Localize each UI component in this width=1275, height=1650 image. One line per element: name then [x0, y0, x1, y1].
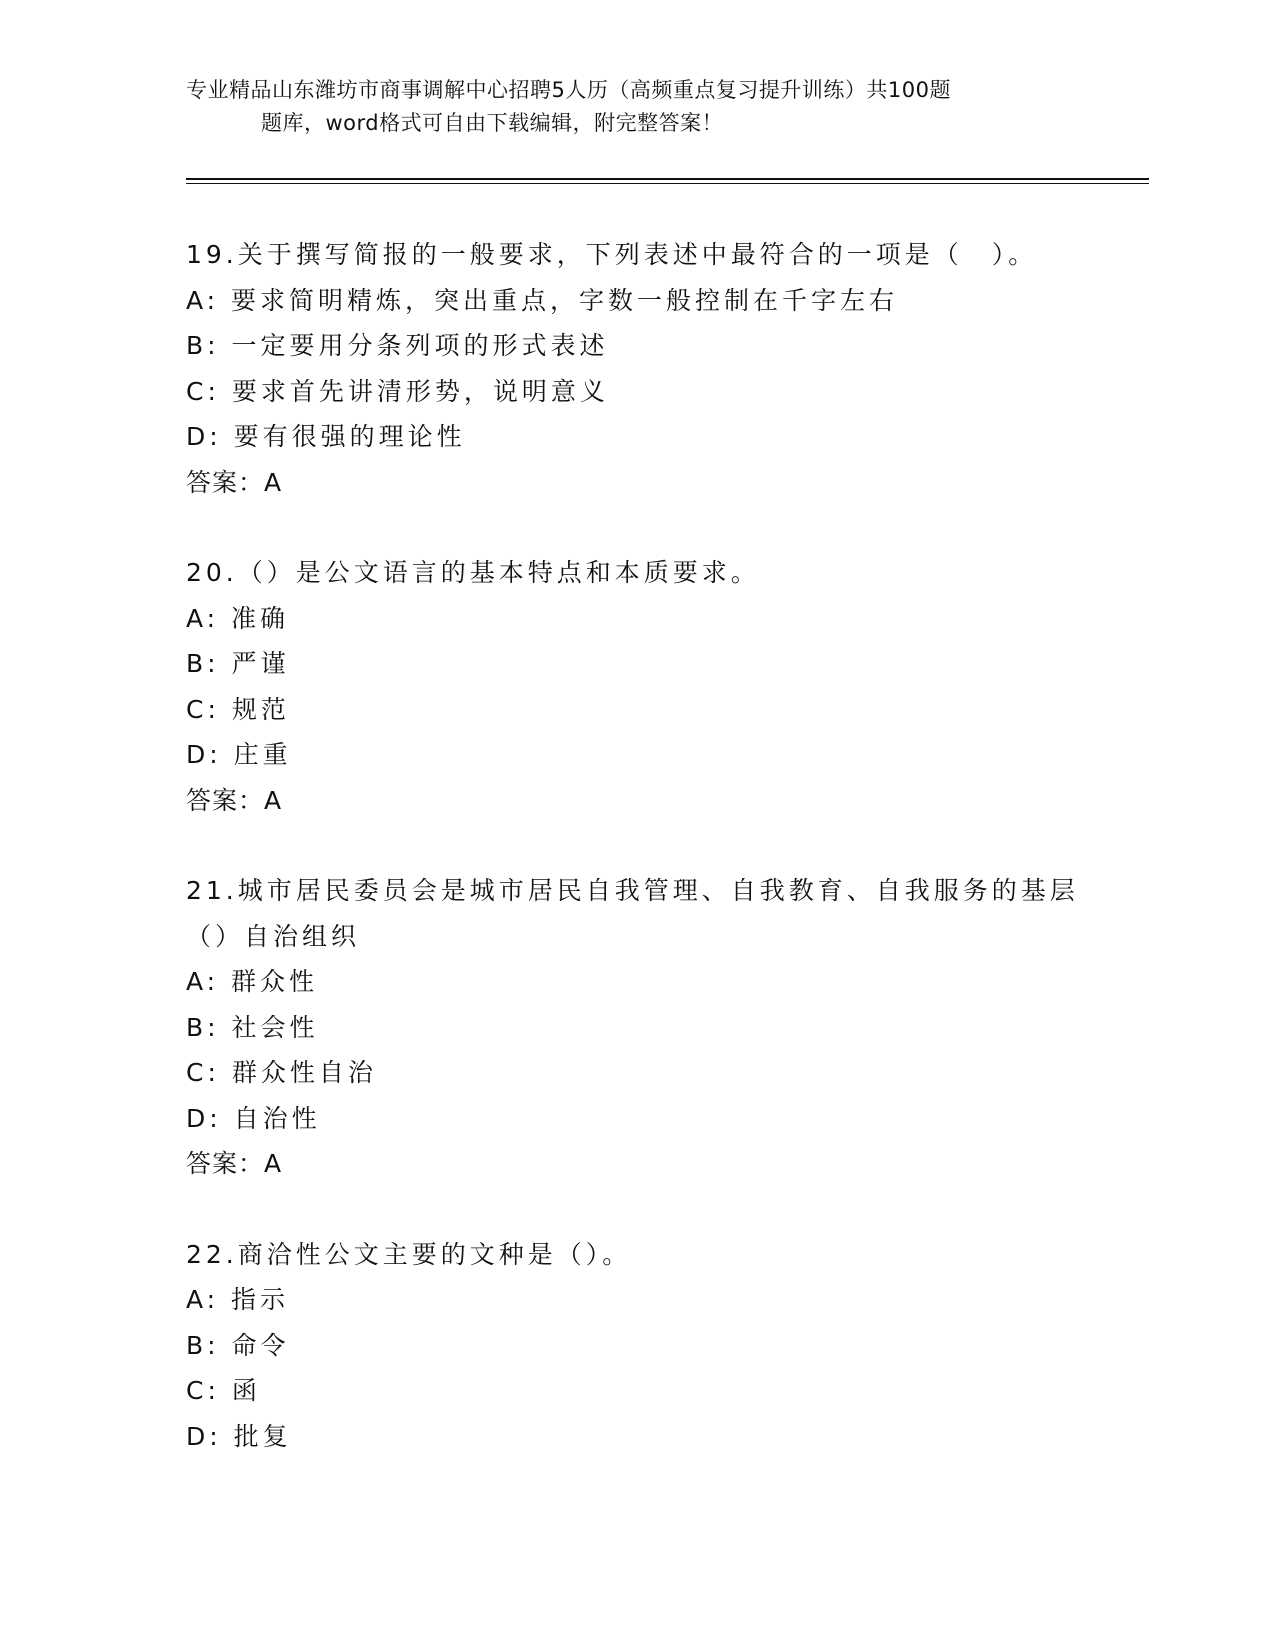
option-a: A: 群众性: [186, 967, 319, 996]
question-stem: 21.城市居民委员会是城市居民自我管理、自我教育、自我服务的基层: [186, 876, 1079, 905]
question-stem-continuation: （）自治组织: [186, 921, 361, 951]
option-d: D: 庄重: [186, 740, 292, 769]
question-19: [186, 232, 1106, 505]
answer-text: 答案：A: [186, 1149, 283, 1178]
option-c: C: 群众性自治: [186, 1058, 377, 1087]
question-20: [186, 550, 1106, 823]
question-stem: 19.关于撰写简报的一般要求，下列表述中最符合的一项是（ ）。: [186, 240, 1038, 269]
header-divider-thick: [186, 178, 1149, 180]
option-d: D: 要有很强的理论性: [186, 422, 466, 451]
question-22: [186, 1232, 1106, 1460]
document-header: [186, 74, 1086, 140]
question-stem: 22.商洽性公文主要的文种是（）。: [186, 1239, 632, 1269]
header-divider-thin: [186, 183, 1149, 184]
question-21: [186, 868, 1106, 1187]
option-c: C: 规范: [186, 694, 290, 724]
option-a: A: 准确: [186, 603, 290, 633]
question-stem: 20.（）是公文语言的基本特点和本质要求。: [186, 558, 760, 587]
option-b: B: 社会性: [186, 1012, 319, 1042]
question-list: [186, 232, 1106, 1504]
answer-text: 答案：A: [186, 785, 283, 815]
header-title-line2: 题库，word格式可自由下载编辑，附完整答案！: [261, 111, 724, 135]
header-title-line1: 专业精品山东潍坊市商事调解中心招聘5人历（高频重点复习提升训练）共100题: [186, 78, 951, 102]
answer-text: 答案：A: [186, 467, 283, 497]
option-b: B: 命令: [186, 1330, 290, 1360]
option-c: C: 函: [186, 1376, 261, 1405]
option-b: B: 一定要用分条列项的形式表述: [186, 331, 609, 360]
option-c: C: 要求首先讲清形势，说明意义: [186, 376, 609, 406]
option-d: D: 自治性: [186, 1103, 321, 1133]
option-d: D: 批复: [186, 1421, 292, 1451]
option-a: A: 指示: [186, 1285, 290, 1314]
option-b: B: 严谨: [186, 649, 290, 678]
option-a: A: 要求简明精炼，突出重点，字数一般控制在千字左右: [186, 285, 899, 315]
